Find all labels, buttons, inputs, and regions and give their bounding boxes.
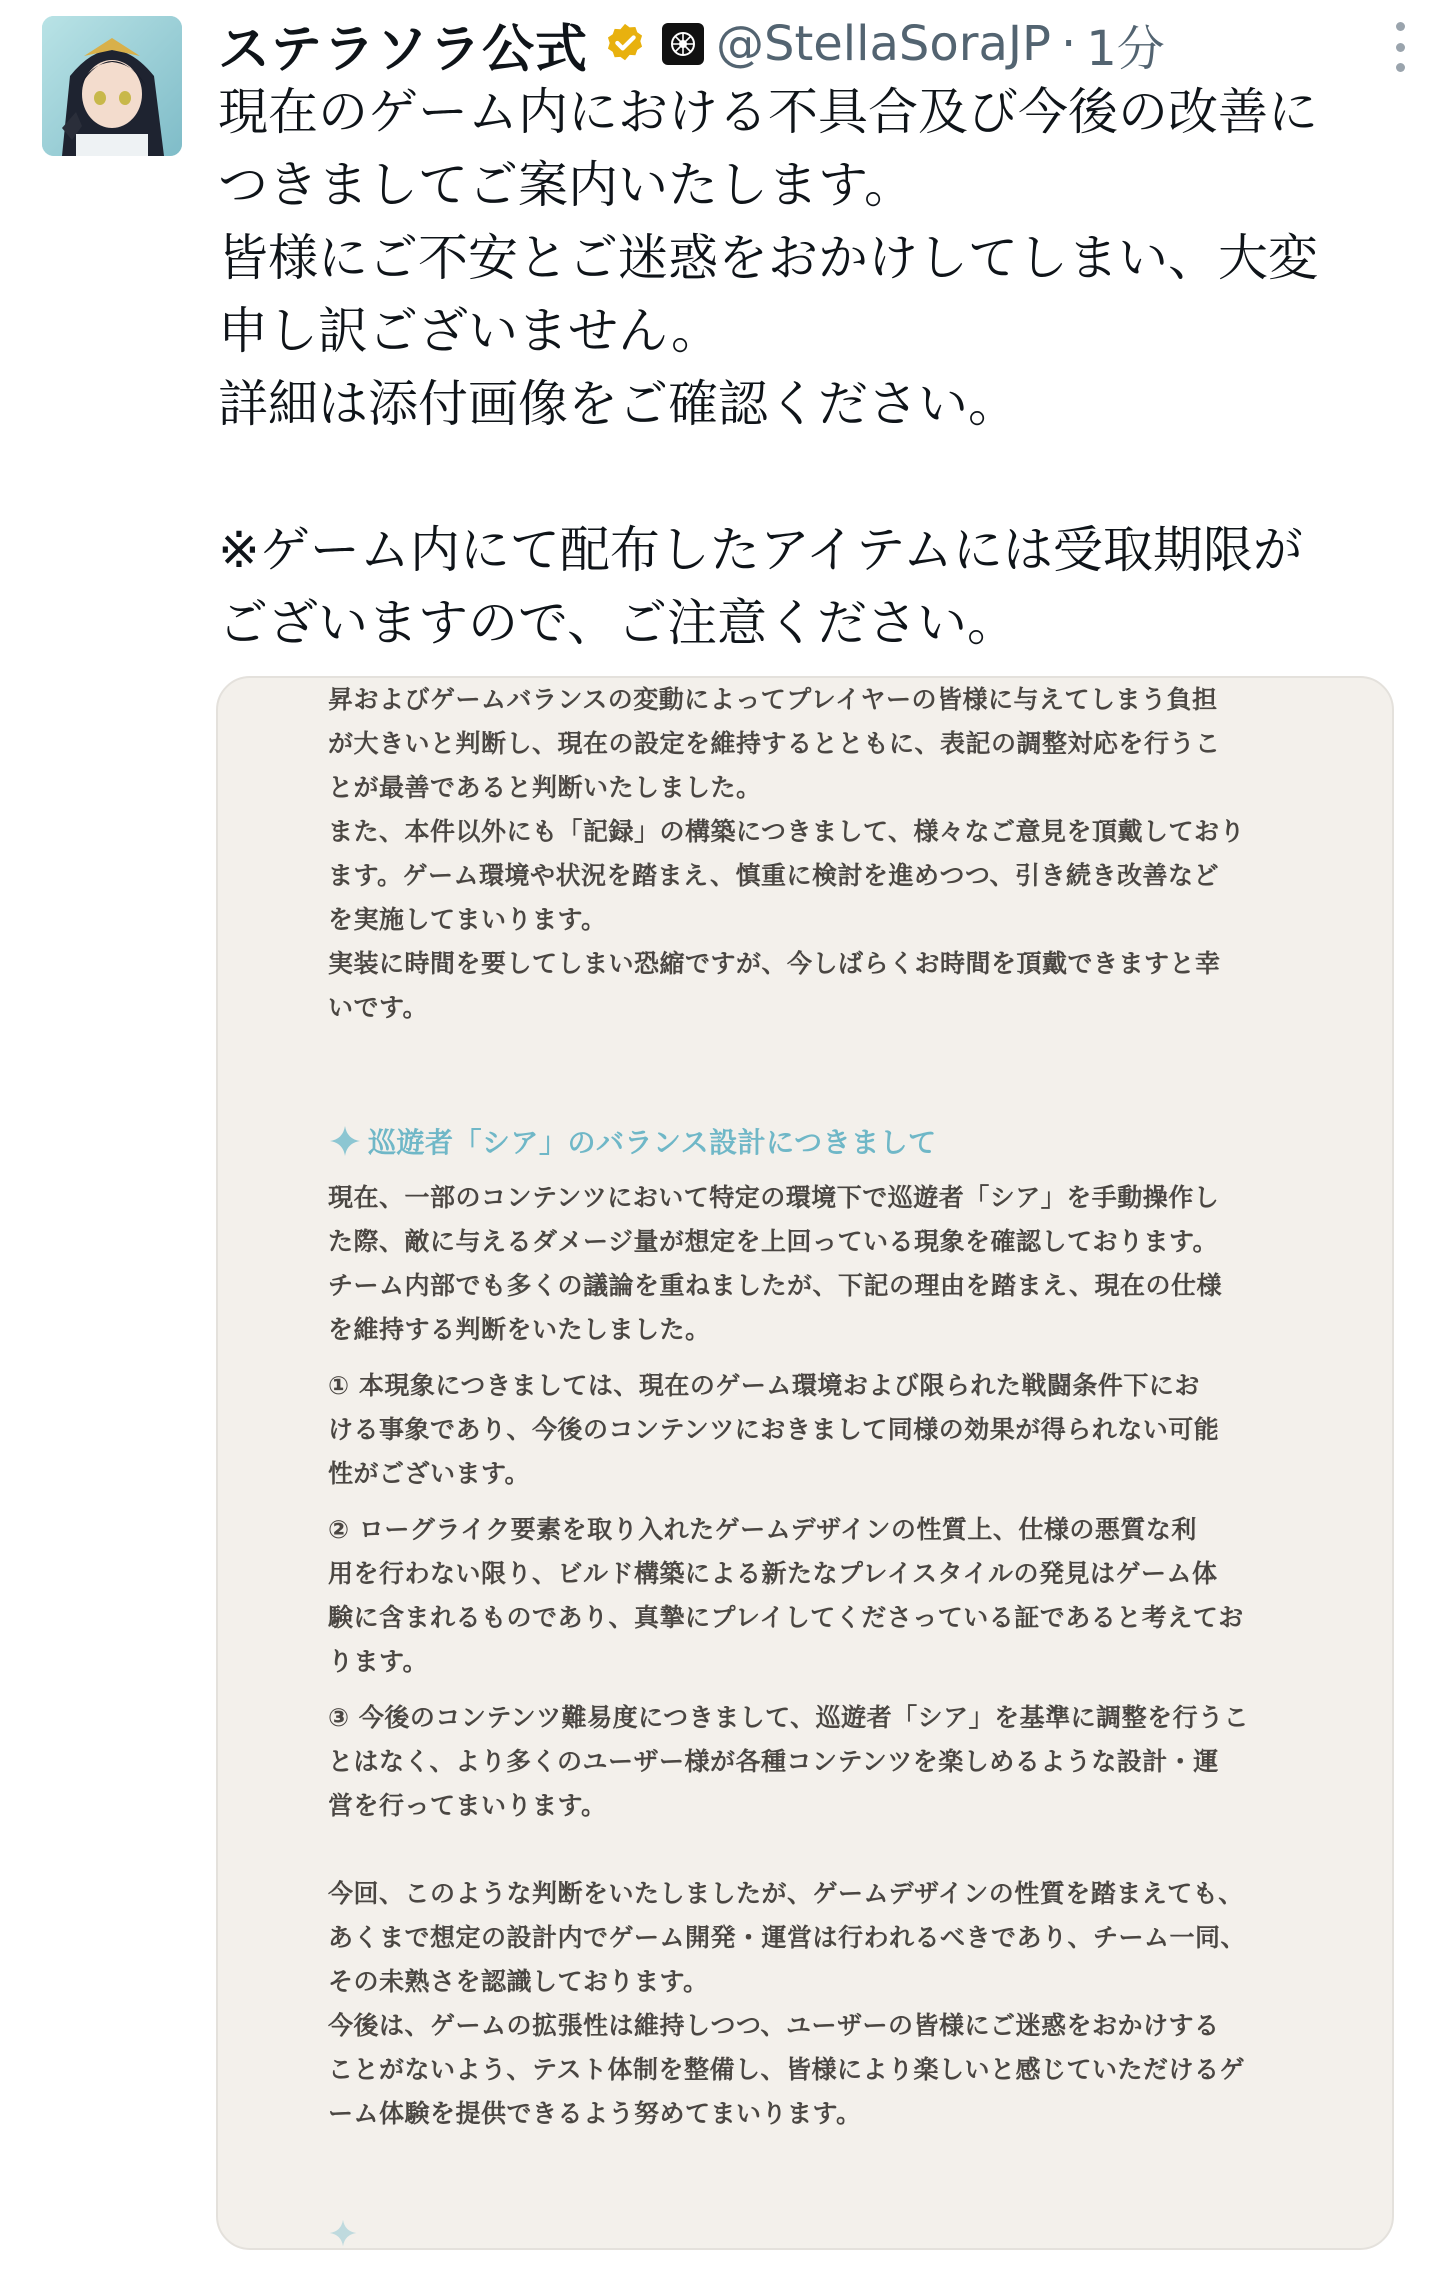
image-line: その未熟さを認識しております。 <box>328 1967 709 1996</box>
tweet-line: 皆様にご不安とご迷惑をおかけしてしまい、大変 <box>218 229 1318 287</box>
image-line: ことがないよう、テスト体制を整備し、皆様により楽しいと感じていただけるゲ <box>328 2055 1246 2084</box>
image-line: 験に含まれるものであり、真摯にプレイしてくださっている証であると考えてお <box>328 1603 1244 1632</box>
tweet-line: 詳細は添付画像をご確認ください。 <box>218 375 1018 433</box>
sparkle-star-icon <box>328 2218 358 2248</box>
section-title <box>328 1118 1338 1164</box>
tweet-line: つきましてご案内いたします。 <box>218 156 914 214</box>
image-line: ます。ゲーム環境や状況を踏まえ、慎重に検討を進めつつ、引き続き改善など <box>328 861 1220 890</box>
image-line: あくまで想定の設計内でゲーム開発・運営は行われるべきであり、チーム一同、 <box>328 1923 1247 1952</box>
handle[interactable]: @StellaSoraJP <box>715 16 1051 72</box>
image-line: ③ 今後のコンテンツ難易度につきまして、巡遊者「シア」を基準に調整を行うこ <box>328 1703 1250 1732</box>
more-options-icon[interactable] <box>1382 22 1418 72</box>
tweet-line-blank <box>218 441 1398 514</box>
image-line: ける事象であり、今後のコンテンツにおきまして同様の効果が得られない可能 <box>328 1415 1220 1444</box>
sparkle-star-icon <box>328 1124 362 1158</box>
image-line: 現在、一部のコンテンツにおいて特定の環境下で巡遊者「シア」を手動操作し <box>328 1183 1220 1212</box>
display-name[interactable]: ステラソラ公式 <box>218 19 588 80</box>
tweet-line: 現在のゲーム内における不具合及び今後の改善に <box>218 83 1318 141</box>
tweet-line: 申し訳ございません。 <box>218 302 721 360</box>
image-line: を維持する判断をいたしました。 <box>328 1315 711 1344</box>
image-line: 性がございます。 <box>328 1459 531 1488</box>
avatar-image <box>42 16 182 156</box>
image-line: た際、敵に与えるダメージ量が想定を上回っている現象を確認しております。 <box>328 1227 1219 1256</box>
image-line: 実装に時間を要してしまい恐縮ですが、今しばらくお時間を頂戴できますと幸 <box>328 949 1221 978</box>
image-line: 今後は、ゲームの拡張性は維持しつつ、ユーザーの皆様にご迷惑をおかけする <box>328 2011 1220 2040</box>
image-line: 昇およびゲームバランスの変動によってプレイヤーの皆様に与えてしまう負担 <box>328 685 1218 714</box>
tweet-line: ※ゲーム内にて配布したアイテムには受取期限が <box>218 521 1303 579</box>
section-title-text: 巡遊者「シア」のバランス設計につきまして <box>368 1126 937 1159</box>
affiliate-logo-icon[interactable] <box>662 23 704 65</box>
image-line: とが最善であると判断いたしました。 <box>328 773 762 802</box>
tweet-text <box>218 76 1398 660</box>
timestamp[interactable]: 1分 <box>1086 20 1165 77</box>
image-line: とはなく、より多くのユーザー様が各種コンテンツを楽しめるような設計・運 <box>328 1747 1219 1776</box>
image-line: ーム体験を提供できるよう努めてまいります。 <box>328 2099 862 2128</box>
tweet-header <box>218 8 1410 80</box>
next-section-peek <box>328 2218 358 2248</box>
attached-image[interactable] <box>216 676 1394 2250</box>
image-line: が大きいと判断し、現在の設定を維持するとともに、表記の調整対応を行うこ <box>328 729 1221 758</box>
verified-badge-icon <box>602 21 648 67</box>
image-line: いです。 <box>328 993 429 1022</box>
image-line: 営を行ってまいります。 <box>328 1791 607 1820</box>
image-line: 用を行わない限り、ビルド構築による新たなプレイスタイルの発見はゲーム体 <box>328 1559 1218 1588</box>
image-line: ① 本現象につきましては、現在のゲーム環境および限られた戦闘条件下にお <box>328 1371 1200 1400</box>
image-line: ります。 <box>328 1647 429 1676</box>
image-line: を実施してまいります。 <box>328 905 607 934</box>
image-line: チーム内部でも多くの議論を重ねましたが、下記の理由を踏まえ、現在の仕様 <box>328 1271 1223 1300</box>
image-line: また、本件以外にも「記録」の構築につきまして、様々なご意見を頂戴しており <box>328 817 1246 846</box>
image-line: ② ローグライク要素を取り入れたゲームデザインの性質上、仕様の悪質な利 <box>328 1515 1197 1544</box>
image-text-content <box>328 678 1338 2136</box>
separator-dot: · <box>1060 16 1077 72</box>
avatar[interactable] <box>42 16 182 156</box>
tweet-line: ございますので、ご注意ください。 <box>218 594 1017 652</box>
image-line: 今回、このような判断をいたしましたが、ゲームデザインの性質を踏まえても、 <box>328 1879 1244 1908</box>
